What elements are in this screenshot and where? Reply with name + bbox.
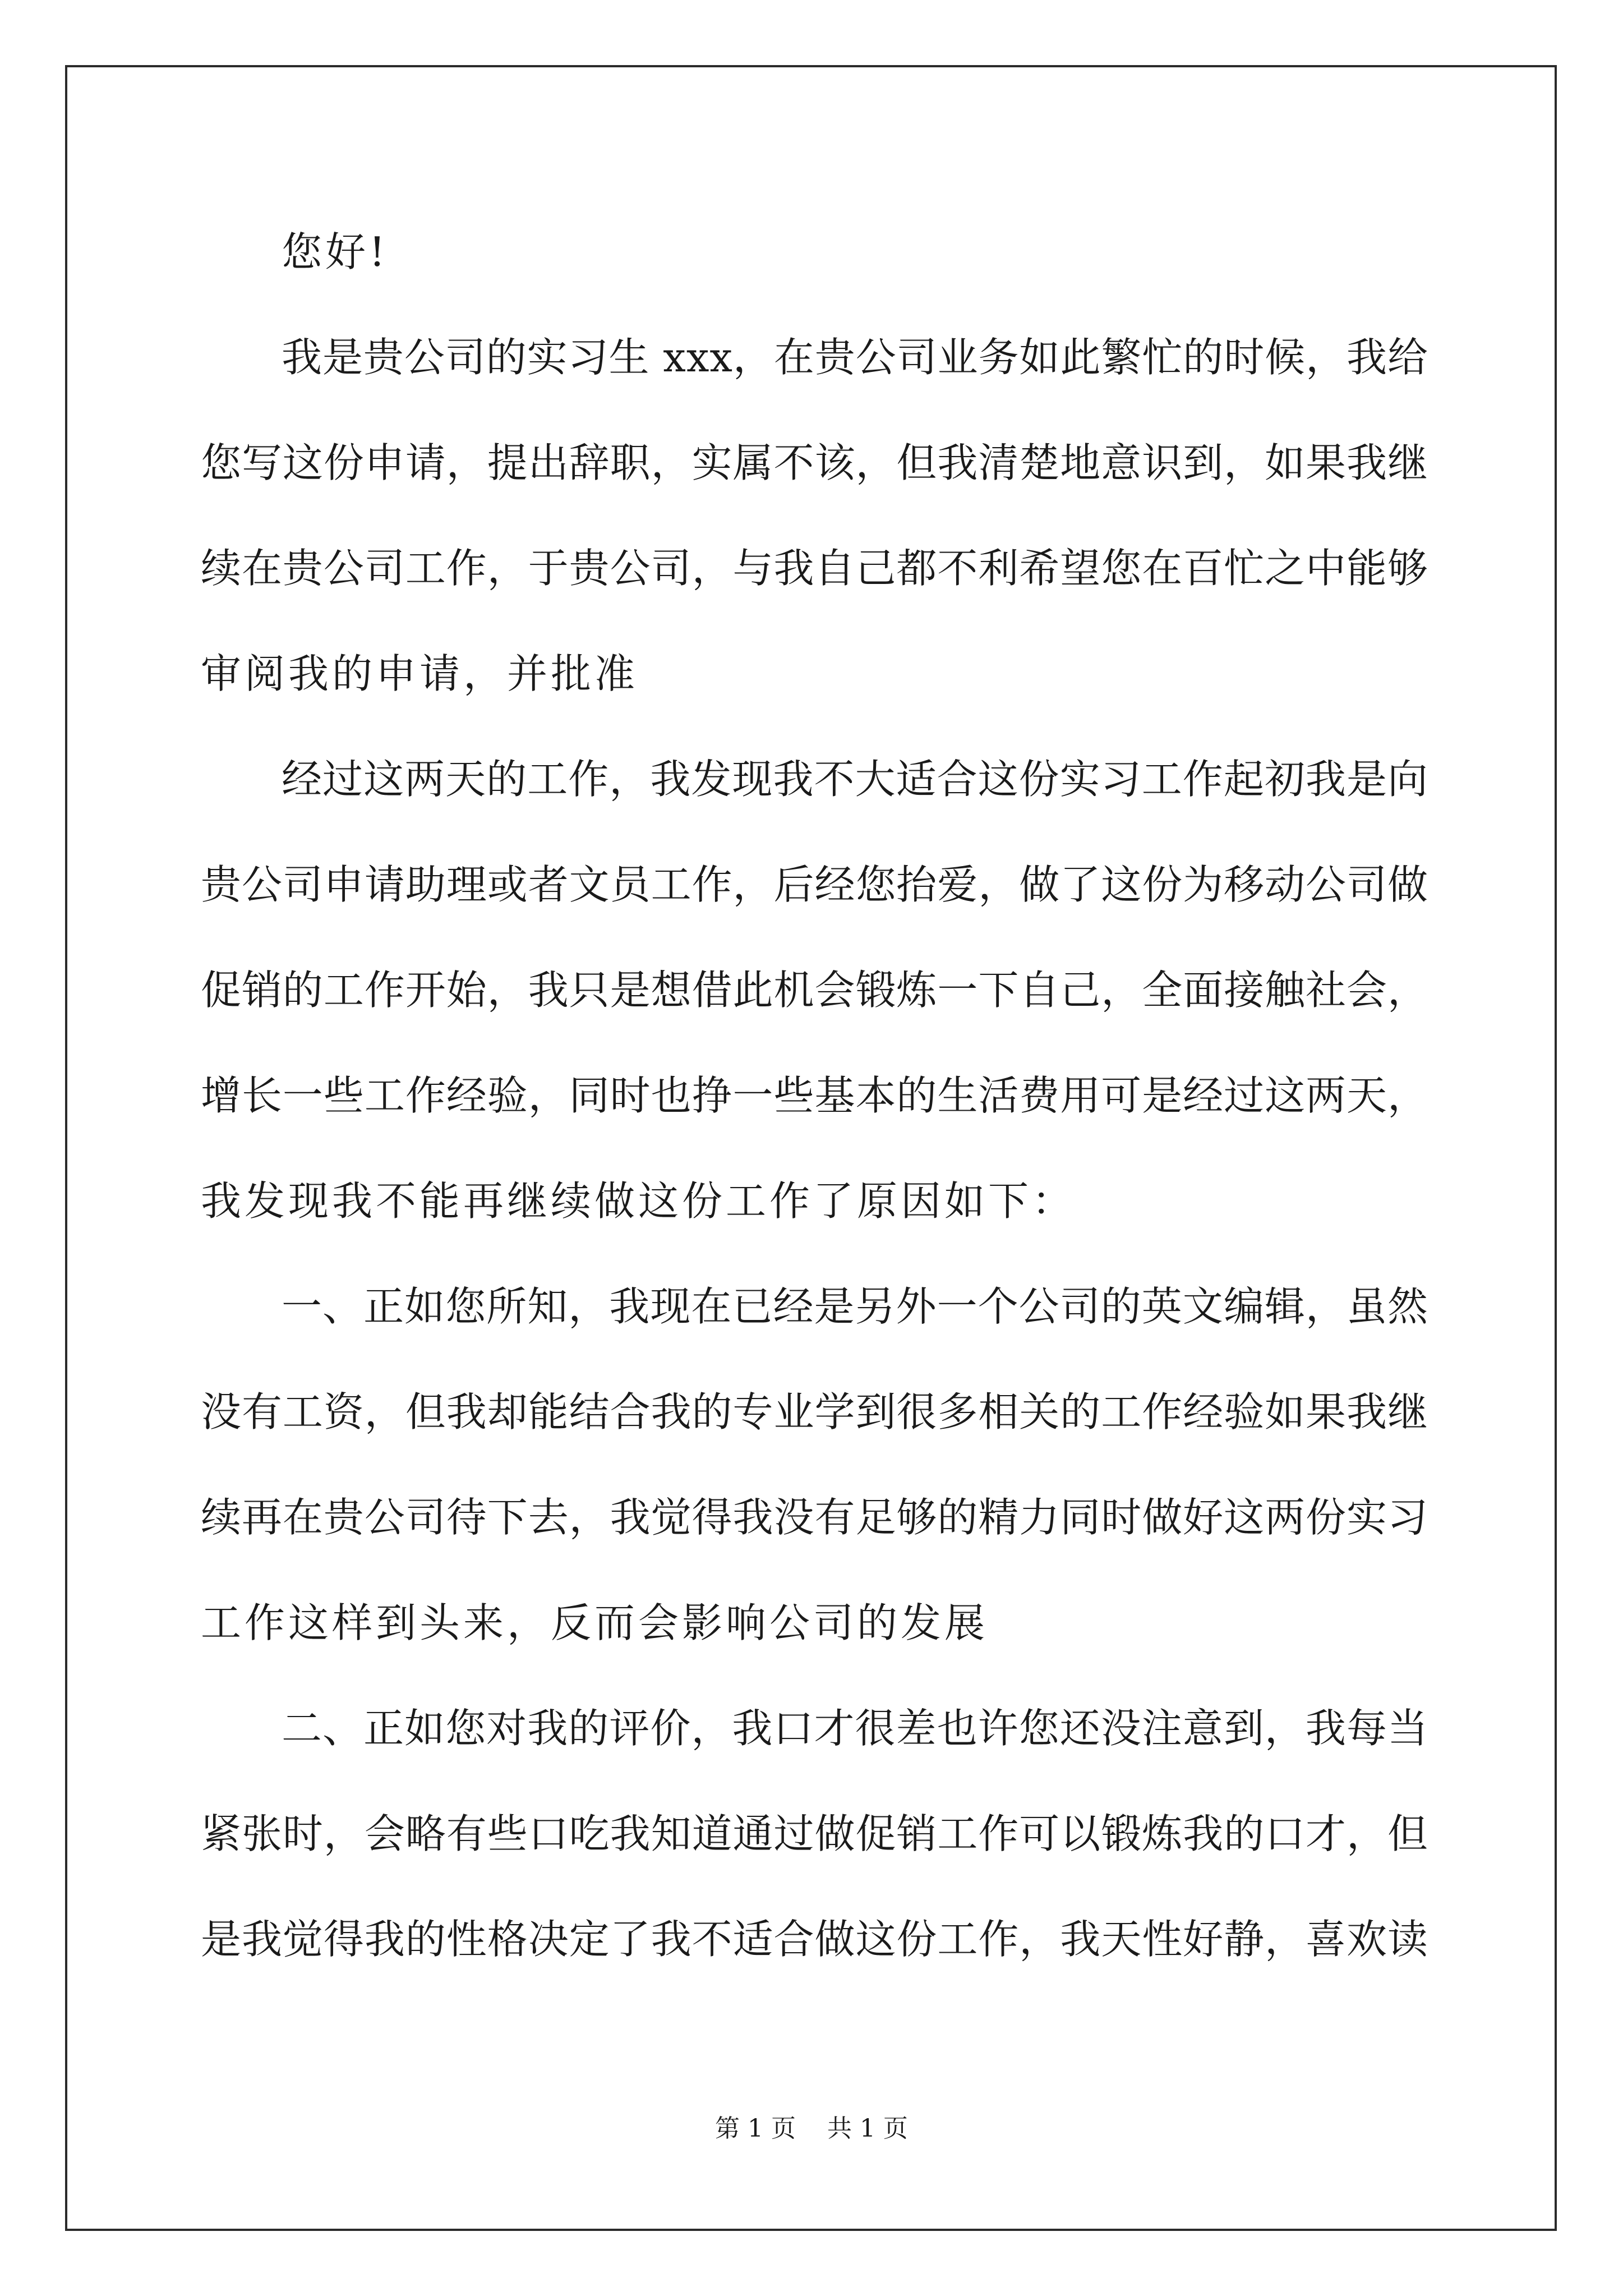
body-line: 我发现我不能再继续做这份工作了原因如下： bbox=[201, 1177, 1076, 1225]
body-line: 我是贵公司的实习生 xxx，在贵公司业务如此繁忙的时候，我给 bbox=[282, 334, 1428, 381]
body-line: 续在贵公司工作，于贵公司，与我自己都不利希望您在百忙之中能够 bbox=[201, 545, 1428, 592]
body-line: 是我觉得我的性格决定了我不适合做这份工作，我天性好静，喜欢读 bbox=[201, 1916, 1428, 1963]
body-line: 工作这样到头来，反而会影响公司的发展 bbox=[201, 1599, 989, 1646]
body-line: 一、正如您所知，我现在已经是另外一个公司的英文编辑，虽然 bbox=[282, 1283, 1429, 1330]
page-footer: 第 1 页 共 1 页 bbox=[715, 2114, 908, 2143]
body-line: 您写这份申请，提出辞职，实属不该，但我清楚地意识到，如果我继 bbox=[201, 439, 1428, 486]
body-line: 二、正如您对我的评价，我口才很差也许您还没注意到，我每当 bbox=[282, 1705, 1429, 1752]
page-border bbox=[65, 65, 1557, 2231]
body-line: 促销的工作开始，我只是想借此机会锻炼一下自己，全面接触社会， bbox=[201, 967, 1428, 1014]
body-line: 贵公司申请助理或者文员工作，后经您抬爱，做了这份为移动公司做 bbox=[201, 861, 1428, 908]
greeting-line: 您好! bbox=[282, 228, 389, 275]
body-line: 审阅我的申请，并批准 bbox=[201, 650, 639, 697]
body-line: 增长一些工作经验，同时也挣一些基本的生活费用可是经过这两天， bbox=[201, 1072, 1428, 1119]
body-line: 经过这两天的工作，我发现我不大适合这份实习工作起初我是向 bbox=[282, 756, 1429, 803]
body-line: 紧张时，会略有些口吃我知道通过做促销工作可以锻炼我的口才，但 bbox=[201, 1810, 1428, 1857]
body-line: 续再在贵公司待下去，我觉得我没有足够的精力同时做好这两份实习 bbox=[201, 1494, 1428, 1541]
body-line: 没有工资，但我却能结合我的专业学到很多相关的工作经验如果我继 bbox=[201, 1388, 1428, 1435]
